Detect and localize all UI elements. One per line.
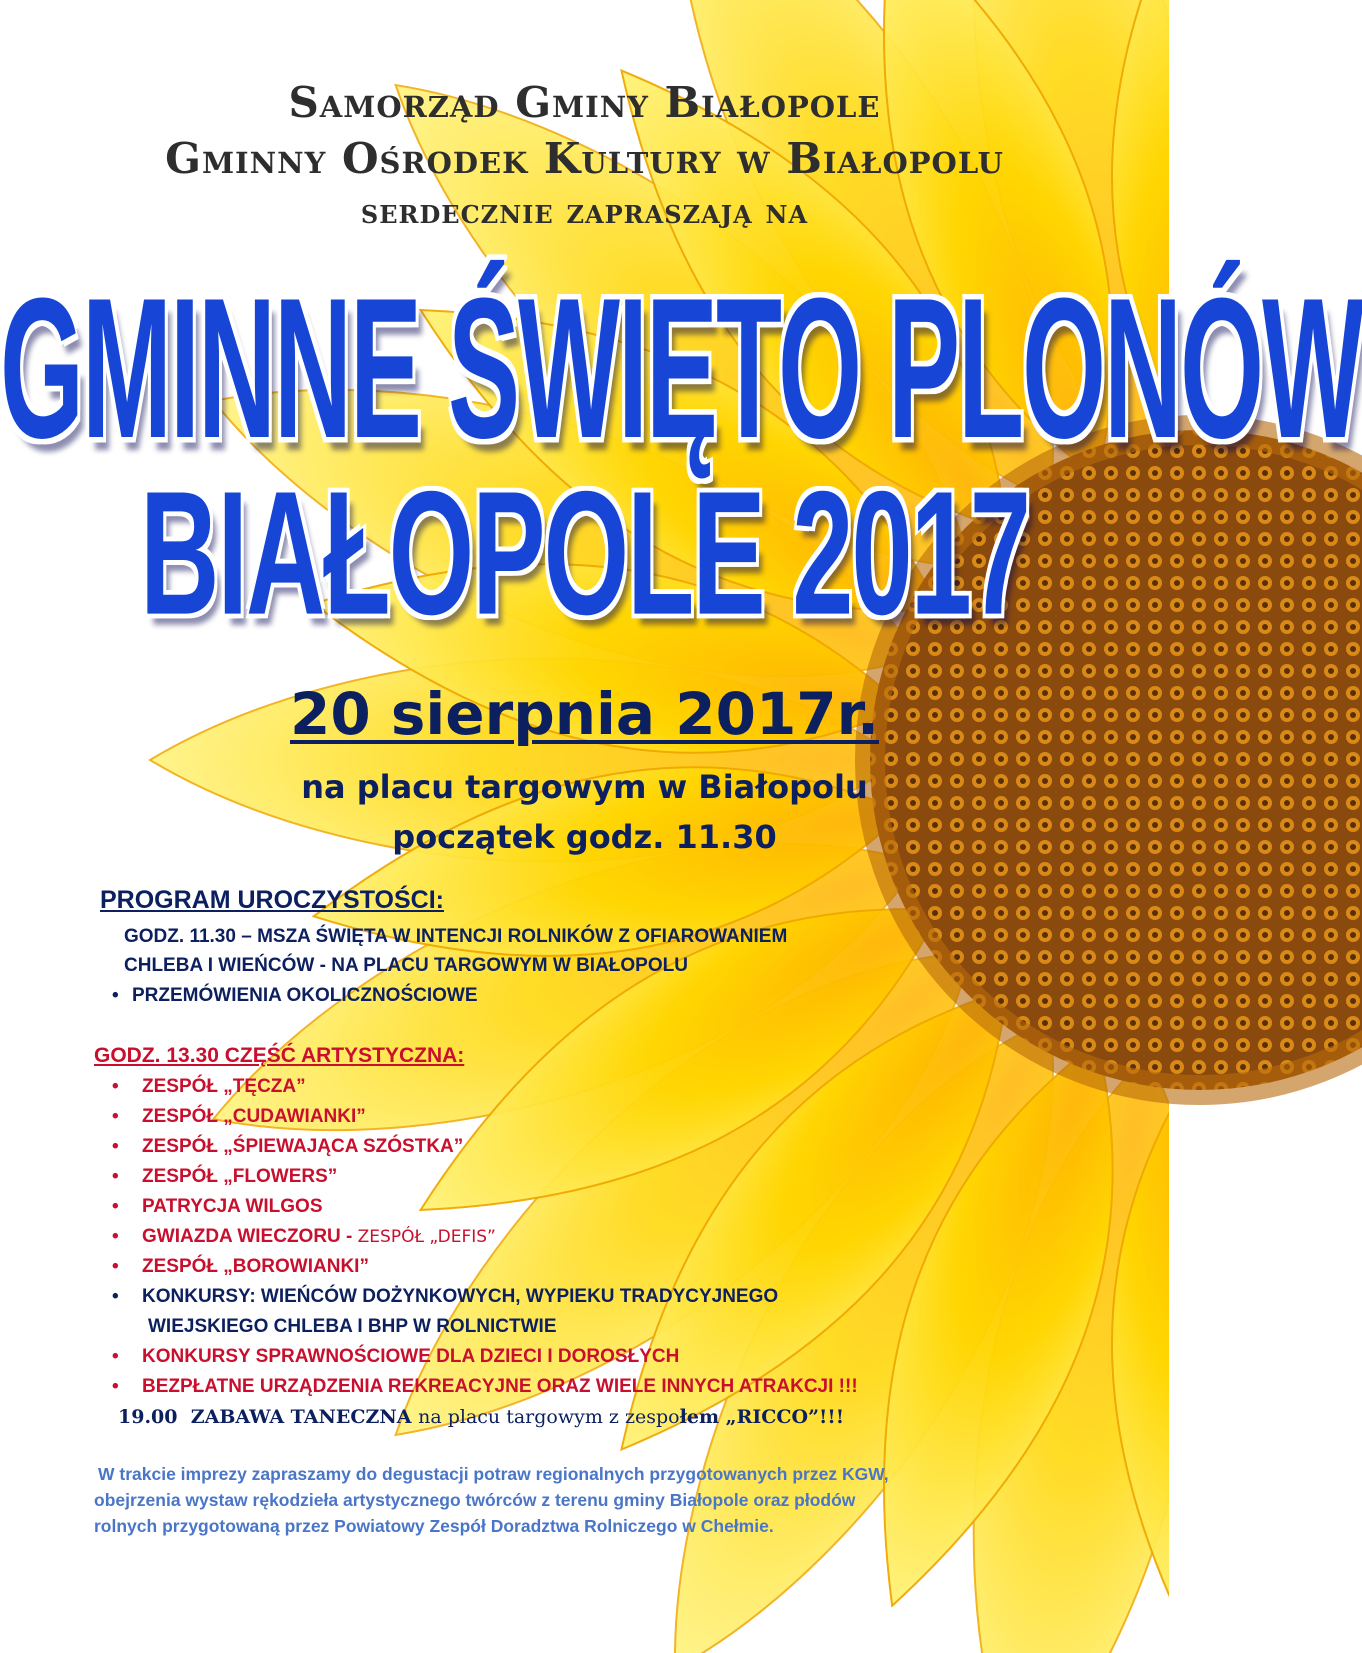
list-item (112, 1166, 337, 1188)
artistic-heading: GODZ. 13.30 CZĘŚĆ ARTYSTYCZNA: (94, 1044, 465, 1067)
bullet: • (112, 1196, 119, 1217)
dance-label: ZABAWA TANECZNA (190, 1406, 412, 1428)
bullet: • (112, 985, 119, 1006)
program-item-speeches (112, 985, 478, 1007)
list-item (112, 1106, 366, 1128)
organizer-line-1: Samorząd Gminy Białopole (288, 78, 881, 127)
list-item-text: ZESPÓŁ „BOROWIANKI” (142, 1256, 369, 1277)
list-item-text: BEZPŁATNE URZĄDZENIA REKREACYJNE ORAZ WIELE INNYCH ATRAKCJI !!! (142, 1376, 858, 1397)
event-title-line-2: BIAŁOPOLE 2017 (140, 455, 1029, 652)
list-item (112, 1136, 463, 1158)
footer-line-1: W trakcie imprezy zapraszamy do degustacji potraw regionalnych przygotowanych przez KGW, (98, 1464, 889, 1484)
invitation-line: serdecznie zapraszają na (360, 192, 809, 232)
event-date (0, 680, 1169, 748)
list-item (112, 1376, 858, 1398)
program-item-speeches-text: PRZEMÓWIENIA OKOLICZNOŚCIOWE (132, 985, 478, 1006)
event-title-line-1: GMINNE ŚWIĘTO PLONÓW (0, 255, 1362, 480)
bullet: • (112, 1136, 119, 1157)
sunflower-petal (1152, 1038, 1362, 1653)
list-item-text: GWIAZDA WIECZORU - (142, 1226, 358, 1247)
dance-band: łem „RICCO”!!! (679, 1406, 845, 1428)
program-item-mass-cont: CHLEBA I WIEŃCÓW - NA PLACU TARGOWYM W BIAŁOPOLU (124, 955, 688, 976)
event-date-text: 20 sierpnia 2017r. (289, 680, 880, 748)
star-band-name: ZESPÓŁ „DEFIS” (357, 1227, 496, 1247)
list-item (112, 1256, 369, 1278)
organizer-line-2: Gminny Ośrodek Kultury w Białopolu (165, 134, 1004, 183)
program-item-mass: GODZ. 11.30 – MSZA ŚWIĘTA W INTENCJI ROLNIKÓW Z OFIAROWANIEM (124, 926, 788, 947)
list-item-text: ZESPÓŁ „TĘCZA” (142, 1076, 306, 1097)
dance-place: na placu targowym z zespo (418, 1406, 680, 1428)
bullet: • (112, 1226, 119, 1247)
sunflower-petal (1220, 1012, 1362, 1636)
list-item (112, 1196, 323, 1218)
list-item-text: ZESPÓŁ „FLOWERS” (142, 1166, 338, 1187)
list-item (112, 1076, 306, 1098)
program-heading: PROGRAM UROCZYSTOŚCI: (100, 886, 444, 914)
footer-line-2: obejrzenia wystaw rękodzieła artystycznego twórców z terenu gminy Białopole oraz płodów (94, 1490, 856, 1510)
bullet: • (112, 1076, 119, 1097)
list-item-text: ZESPÓŁ „CUDAWIANKI” (142, 1106, 366, 1127)
list-item (112, 1346, 679, 1368)
bullet: • (112, 1166, 119, 1187)
event-place: na placu targowym w Białopolu (301, 768, 868, 806)
dance-line (118, 1406, 844, 1428)
dance-time: 19.00 (118, 1406, 178, 1428)
footer-line-3: rolnych przygotowaną przez Powiatowy Zespół Doradztwa Rolniczego w Chełmie. (94, 1516, 774, 1536)
event-start-time: początek godz. 11.30 (392, 818, 777, 856)
list-item-text: ZESPÓŁ „ŚPIEWAJĄCA SZÓSTKA” (142, 1136, 464, 1157)
list-item (112, 1286, 778, 1308)
list-item-text: KONKURSY: WIEŃCÓW DOŻYNKOWYCH, WYPIEKU TRADYCYJNEGO (142, 1286, 779, 1307)
list-item (112, 1226, 496, 1248)
list-item-continuation: WIEJSKIEGO CHLEBA I BHP W ROLNICTWIE (148, 1316, 557, 1337)
list-item-text: KONKURSY SPRAWNOŚCIOWE DLA DZIECI I DOROSŁYCH (142, 1346, 680, 1367)
bullet: • (112, 1256, 119, 1277)
bullet: • (112, 1376, 119, 1397)
bullet: • (112, 1346, 119, 1367)
bullet: • (112, 1286, 119, 1307)
bullet: • (112, 1106, 119, 1127)
list-item-text: PATRYCJA WILGOS (142, 1196, 323, 1217)
